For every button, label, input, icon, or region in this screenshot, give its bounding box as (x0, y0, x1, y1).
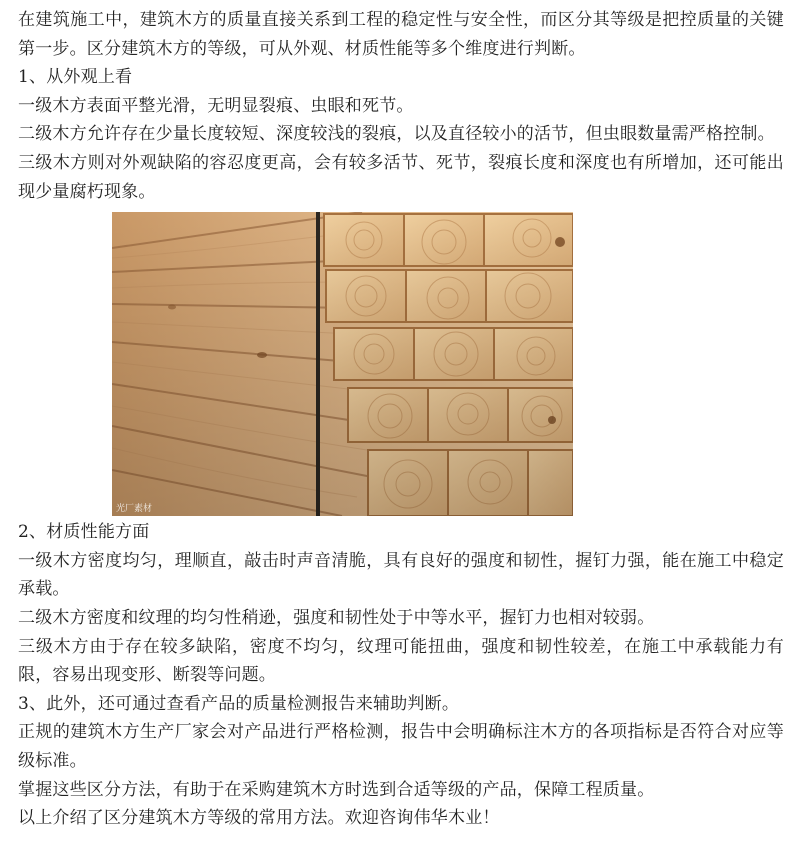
material-grade-1: 一级木方密度均匀，理顺直，敲击时声音清脆，具有良好的强度和韧性，握钉力强，能在施工中稳定承载。 (18, 550, 784, 600)
appearance-grade-2: 二级木方允许存在少量长度较短、深度较浅的裂痕，以及直径较小的活节，但虫眼数量需严格控制。 (18, 124, 775, 145)
intro-paragraph: 在建筑施工中，建筑木方的质量直接关系到工程的稳定性与安全性，而区分其等级是把控质量的关键第一步。区分建筑木方的等级，可从外观、材质性能等多个维度进行判断。 (18, 10, 784, 59)
section-heading-material: 2、材质性能方面 (18, 522, 150, 543)
contact-paragraph: 以上介绍了区分建筑木方等级的常用方法。欢迎咨询伟华木业！ (18, 808, 500, 829)
material-grade-3: 三级木方由于存在较多缺陷，密度不均匀，纹理可能扭曲，强度和韧性较差，在施工中承载能力有限，容易出现变形、断裂等问题。 (18, 636, 784, 686)
material-grade-2: 二级木方密度和纹理的均匀性稍逊，强度和韧性处于中等水平，握钉力也相对较弱。 (18, 607, 655, 628)
appearance-grade-3: 三级木方则对外观缺陷的容忍度更高，会有较多活节、死节，裂痕长度和深度也有所增加，还可能出现少量腐朽现象。 (18, 152, 784, 202)
report-paragraph: 正规的建筑木方生产厂家会对产品进行严格检测，报告中会明确标注木方的各项指标是否符合对应等级标准。 (18, 722, 784, 771)
closing-paragraph: 掌握这些区分方法，有助于在采购建筑木方时选到合适等级的产品，保障工程质量。 (18, 779, 655, 800)
section-heading-appearance: 1、从外观上看 (18, 67, 133, 88)
article-body (18, 6, 784, 833)
photo-watermark: 光厂素材 (116, 504, 153, 515)
section-heading-report: 3、此外，还可通过查看产品的质量检测报告来辅助判断。 (18, 693, 460, 714)
lumber-stack-photo (112, 212, 573, 516)
appearance-grade-1: 一级木方表面平整光滑，无明显裂痕、虫眼和死节。 (18, 95, 414, 116)
